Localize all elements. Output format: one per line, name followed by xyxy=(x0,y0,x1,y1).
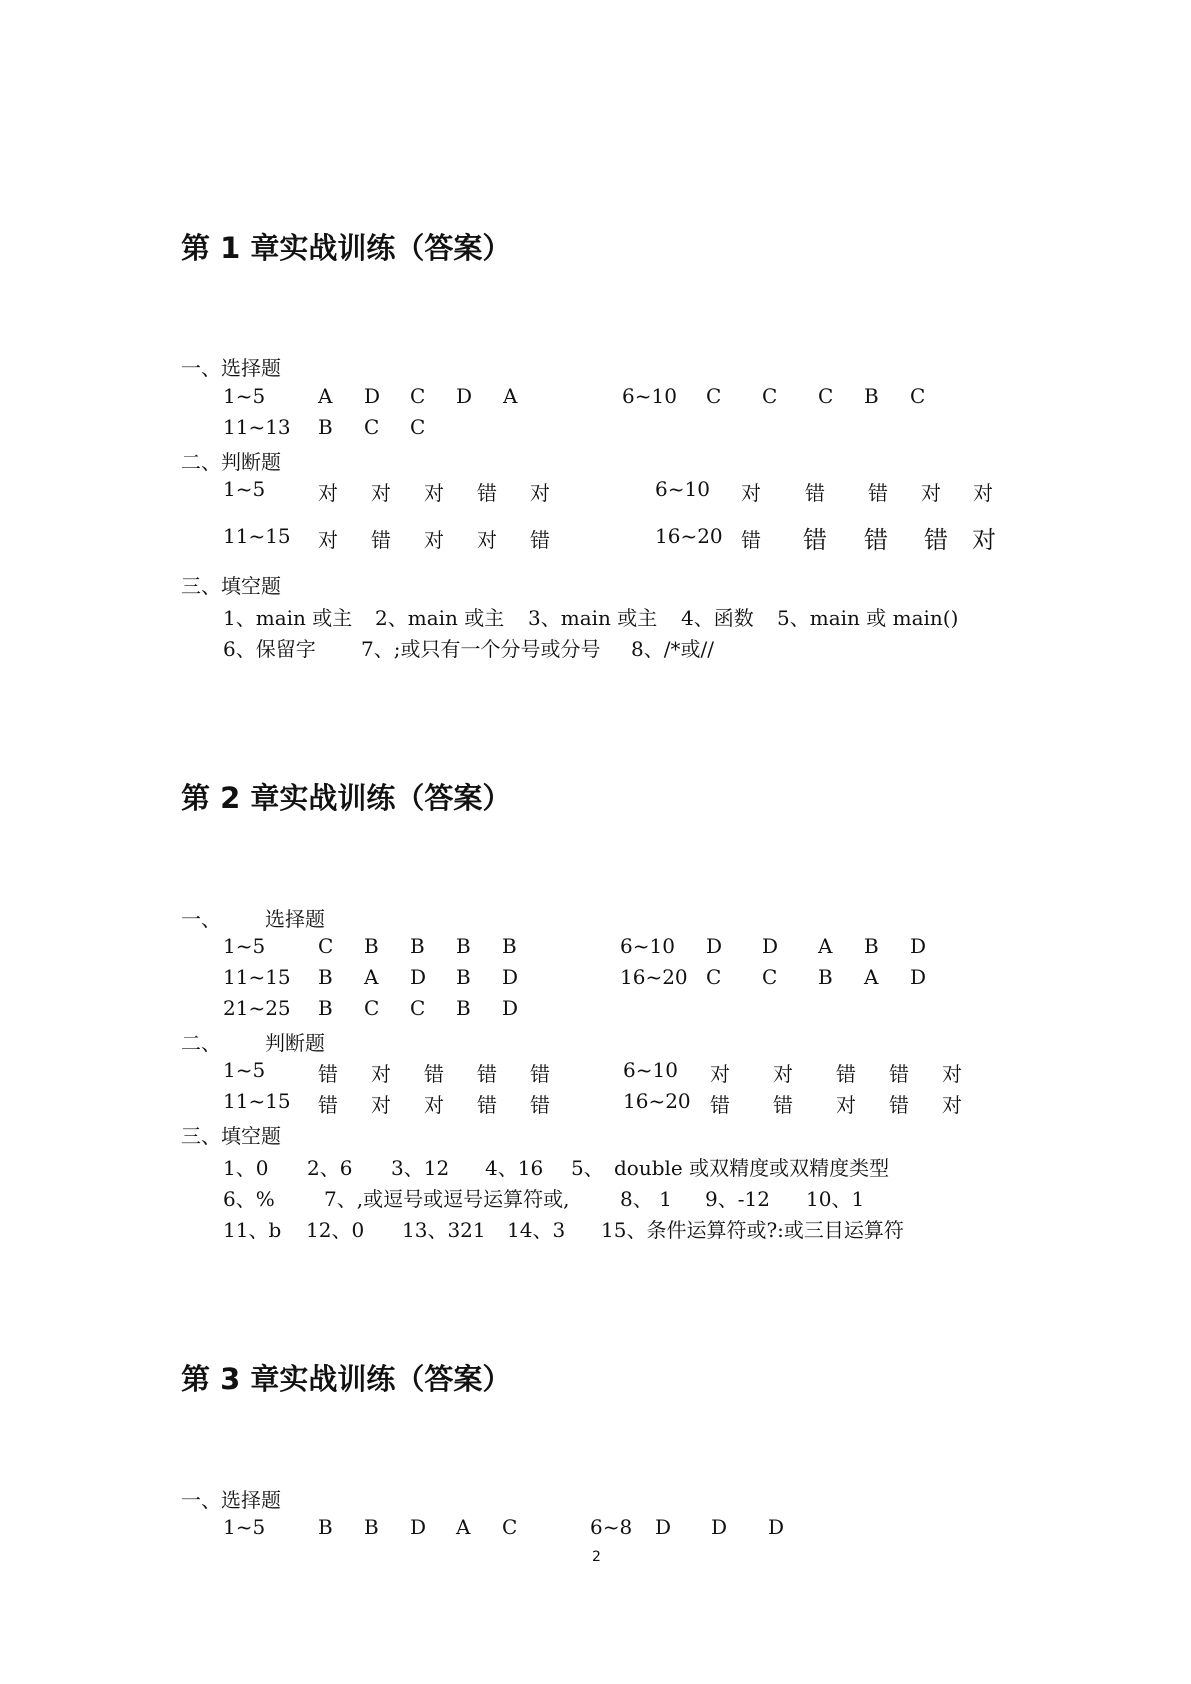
fill-answer: 10、1 xyxy=(806,1187,865,1211)
answer: B xyxy=(318,996,333,1020)
ch1-judge-row-1 xyxy=(0,477,1191,505)
answer: C xyxy=(410,384,426,408)
answer: B xyxy=(818,965,833,989)
fill-answer: 15、条件运算符或?:或三目运算符 xyxy=(601,1218,904,1242)
ch3-choice-heading: 一、选择题 xyxy=(181,1488,281,1512)
answer: D xyxy=(910,934,927,958)
answer: 错 xyxy=(530,1062,550,1086)
ch1-judge-row-2 xyxy=(0,524,1191,554)
answer: 对 xyxy=(371,1062,391,1086)
range-label: 1~5 xyxy=(223,1058,266,1082)
ch2-fill-line-3 xyxy=(0,1214,1191,1242)
answer: B xyxy=(318,1515,333,1539)
answer: A xyxy=(503,384,518,408)
answer: D xyxy=(762,934,779,958)
answer: D xyxy=(711,1515,728,1539)
ch2-choice-heading xyxy=(0,903,1191,931)
fill-answer: 4、16 xyxy=(485,1156,544,1180)
range-label: 6~10 xyxy=(622,384,677,408)
answer: 错 xyxy=(836,1062,856,1086)
fill-answer: 2、6 xyxy=(307,1156,353,1180)
answer: 对 xyxy=(710,1062,730,1086)
answer: D xyxy=(410,1515,427,1539)
ch3-choice-row-1 xyxy=(0,1515,1191,1543)
section-title: 选择题 xyxy=(265,907,325,931)
ch2-fill-line-2 xyxy=(0,1183,1191,1211)
fill-answer: 2、main 或主 xyxy=(375,606,505,630)
answer: B xyxy=(864,934,879,958)
answer: D xyxy=(364,384,381,408)
answer: A xyxy=(864,965,879,989)
answer: B xyxy=(364,934,379,958)
range-label: 11~13 xyxy=(223,415,291,439)
answer: 对 xyxy=(530,481,550,505)
answer: 错 xyxy=(773,1093,793,1117)
range-label: 1~5 xyxy=(223,934,266,958)
fill-answer: 12、0 xyxy=(306,1218,365,1242)
answer: 错 xyxy=(803,526,827,554)
ch2-fill-heading: 三、填空题 xyxy=(181,1124,281,1148)
section-number: 一、 xyxy=(181,907,221,931)
range-label: 11~15 xyxy=(223,1089,291,1113)
answer: C xyxy=(502,1515,518,1539)
fill-answer: 13、321 xyxy=(402,1218,486,1242)
answer: C xyxy=(318,934,334,958)
answer: 对 xyxy=(477,528,497,552)
answer: B xyxy=(410,934,425,958)
answer: A xyxy=(818,934,833,958)
answer: B xyxy=(318,965,333,989)
range-label: 16~20 xyxy=(655,524,723,548)
answer: 对 xyxy=(973,481,993,505)
answer: B xyxy=(364,1515,379,1539)
fill-answer: 8、 1 xyxy=(620,1187,672,1211)
ch1-judge-heading: 二、判断题 xyxy=(181,450,281,474)
answer: B xyxy=(456,965,471,989)
range-label: 1~5 xyxy=(223,477,266,501)
answer: D xyxy=(706,934,723,958)
range-label: 16~20 xyxy=(620,965,688,989)
ch1-fill-line-1 xyxy=(0,602,1191,630)
answer: C xyxy=(706,965,722,989)
ch1-choice-row-1 xyxy=(0,384,1191,412)
answer: 错 xyxy=(805,481,825,505)
answer: 对 xyxy=(972,526,996,554)
answer: C xyxy=(910,384,926,408)
fill-answer: double 或双精度或双精度类型 xyxy=(614,1156,890,1180)
answer: C xyxy=(364,415,380,439)
answer: 错 xyxy=(889,1062,909,1086)
fill-answer: 14、3 xyxy=(507,1218,566,1242)
answer: 错 xyxy=(864,526,888,554)
answer: 错 xyxy=(889,1093,909,1117)
fill-answer: 7、,或逗号或逗号运算符或, xyxy=(324,1187,570,1211)
answer: 错 xyxy=(477,1093,497,1117)
answer: 错 xyxy=(477,1062,497,1086)
page-number: 2 xyxy=(592,1549,601,1565)
answer: 错 xyxy=(924,526,948,554)
fill-answer: 6、保留字 xyxy=(223,637,316,661)
answer: 错 xyxy=(424,1062,444,1086)
answer: 对 xyxy=(836,1093,856,1117)
answer: C xyxy=(818,384,834,408)
answer: A xyxy=(318,384,333,408)
range-label: 6~10 xyxy=(620,934,675,958)
answer: 对 xyxy=(371,481,391,505)
fill-answer: 11、b xyxy=(223,1218,282,1242)
answer: D xyxy=(655,1515,672,1539)
range-label: 11~15 xyxy=(223,524,291,548)
range-label: 6~8 xyxy=(590,1515,633,1539)
answer: 错 xyxy=(318,1093,338,1117)
answer: B xyxy=(456,934,471,958)
answer: C xyxy=(762,384,778,408)
answer: D xyxy=(502,996,519,1020)
answer: 对 xyxy=(318,481,338,505)
answer: B xyxy=(502,934,517,958)
fill-answer: 4、函数 xyxy=(681,606,754,630)
answer: 对 xyxy=(318,528,338,552)
answer: C xyxy=(706,384,722,408)
ch1-choice-row-2 xyxy=(0,415,1191,443)
fill-answer: 1、0 xyxy=(223,1156,269,1180)
answer: 错 xyxy=(530,1093,550,1117)
answer: 对 xyxy=(942,1062,962,1086)
fill-answer: 6、% xyxy=(223,1187,275,1211)
answer: B xyxy=(456,996,471,1020)
ch2-fill-line-1 xyxy=(0,1152,1191,1180)
chapter-2-title: 第 2 章实战训练（答案） xyxy=(181,781,512,815)
ch2-choice-row-2 xyxy=(0,965,1191,993)
fill-answer: 5、main 或 main() xyxy=(777,606,959,630)
answer: 错 xyxy=(318,1062,338,1086)
ch2-judge-row-1 xyxy=(0,1058,1191,1086)
answer: B xyxy=(864,384,879,408)
answer: D xyxy=(768,1515,785,1539)
range-label: 11~15 xyxy=(223,965,291,989)
answer: C xyxy=(762,965,778,989)
answer: 对 xyxy=(424,528,444,552)
answer: 对 xyxy=(371,1093,391,1117)
section-number: 二、 xyxy=(181,1031,221,1055)
answer: 对 xyxy=(921,481,941,505)
answer: D xyxy=(410,965,427,989)
ch1-fill-line-2 xyxy=(0,633,1191,661)
answer: 错 xyxy=(371,528,391,552)
fill-answer: 7、;或只有一个分号或分号 xyxy=(361,637,601,661)
answer: 对 xyxy=(741,481,761,505)
ch2-choice-row-1 xyxy=(0,934,1191,962)
range-label: 16~20 xyxy=(623,1089,691,1113)
ch2-judge-row-2 xyxy=(0,1089,1191,1117)
answer: D xyxy=(502,965,519,989)
fill-answer: 5、 xyxy=(571,1156,604,1180)
answer: 对 xyxy=(773,1062,793,1086)
answer: A xyxy=(364,965,379,989)
range-label: 1~5 xyxy=(223,384,266,408)
answer: C xyxy=(364,996,380,1020)
fill-answer: 3、main 或主 xyxy=(528,606,658,630)
fill-answer: 8、/*或// xyxy=(631,637,714,661)
ch2-choice-row-3 xyxy=(0,996,1191,1024)
range-label: 1~5 xyxy=(223,1515,266,1539)
answer: 错 xyxy=(477,481,497,505)
answer: A xyxy=(456,1515,471,1539)
answer: 错 xyxy=(868,481,888,505)
fill-answer: 9、-12 xyxy=(705,1187,770,1211)
answer: 错 xyxy=(710,1093,730,1117)
answer: B xyxy=(318,415,333,439)
fill-answer: 1、main 或主 xyxy=(223,606,353,630)
chapter-1-title: 第 1 章实战训练（答案） xyxy=(181,231,512,265)
range-label: 6~10 xyxy=(655,477,710,501)
answer: 错 xyxy=(741,528,761,552)
chapter-3-title: 第 3 章实战训练（答案） xyxy=(181,1362,512,1396)
answer: 对 xyxy=(424,481,444,505)
fill-answer: 3、12 xyxy=(391,1156,450,1180)
answer: 对 xyxy=(424,1093,444,1117)
answer: C xyxy=(410,996,426,1020)
section-title: 判断题 xyxy=(265,1031,325,1055)
range-label: 6~10 xyxy=(623,1058,678,1082)
answer: C xyxy=(410,415,426,439)
ch1-choice-heading: 一、选择题 xyxy=(181,356,281,380)
answer: D xyxy=(910,965,927,989)
ch1-fill-heading: 三、填空题 xyxy=(181,574,281,598)
ch2-judge-heading xyxy=(0,1027,1191,1055)
answer: D xyxy=(456,384,473,408)
answer: 对 xyxy=(942,1093,962,1117)
range-label: 21~25 xyxy=(223,996,291,1020)
answer: 错 xyxy=(530,528,550,552)
